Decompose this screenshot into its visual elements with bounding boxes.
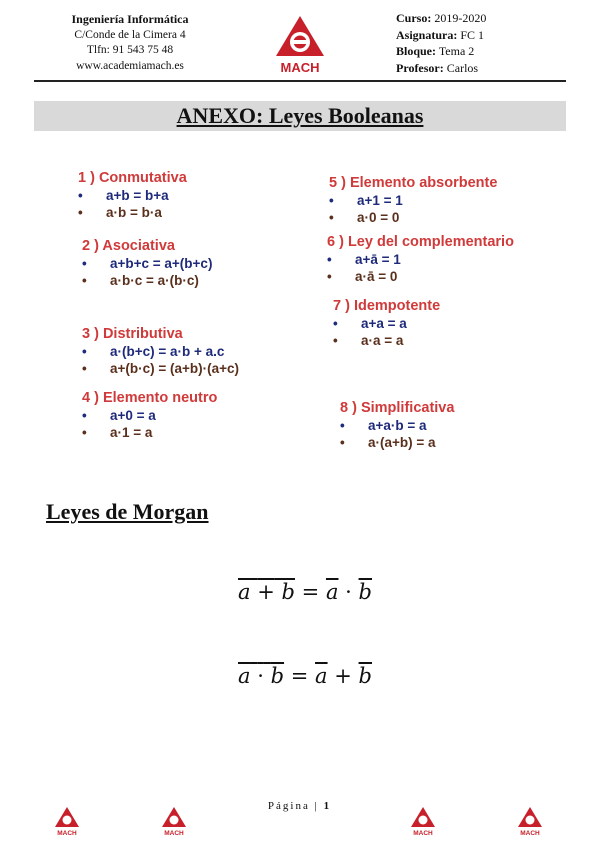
law-heading: 5 ) Elemento absorbente: [329, 175, 498, 191]
law-formula: a+ā = 1: [355, 252, 401, 267]
svg-text:MACH: MACH: [413, 830, 433, 836]
law-formula: a+a·b = a: [368, 418, 427, 433]
law-formula: a·b·c = a·(b·c): [110, 273, 199, 288]
law-formula: a·(b+c) = a·b + a.c: [110, 344, 225, 359]
footer-logo: [409, 806, 437, 836]
page-title: ANEXO: Leyes Booleanas: [176, 103, 424, 128]
footer-logo: [160, 806, 188, 836]
info-teacher: Profesor: Carlos: [396, 60, 479, 75]
footer-logo: [516, 806, 544, 836]
law-heading: 4 ) Elemento neutro: [82, 390, 218, 406]
phone: Tlfn: 91 543 75 48: [86, 44, 174, 56]
law-heading: 3 ) Distributiva: [82, 326, 183, 342]
svg-text:MACH: MACH: [164, 830, 184, 836]
law-heading: 6 ) Ley del complementario: [327, 234, 514, 250]
law-simplificativa: 8 ) Simplificativa • a+a·b = a • a·(a+b) = a: [340, 400, 455, 450]
law-formula: a+0 = a: [110, 408, 156, 423]
law-complementario: 6 ) Ley del complementario • a+ā = 1 • a·ā = 0: [327, 234, 514, 284]
law-formula: a+1 = 1: [357, 193, 403, 208]
law-formula: a·0 = 0: [357, 210, 400, 225]
morgan-heading: Leyes de Morgan: [46, 499, 209, 524]
law-idempotente: 7 ) Idempotente • a+a = a • a·a = a: [333, 298, 441, 348]
page-number: Página | 1: [267, 800, 332, 812]
law-heading: 7 ) Idempotente: [333, 298, 441, 314]
law-heading: 8 ) Simplificativa: [340, 400, 455, 416]
morgan-equation-1: $a + b = \overline{a} \cdot \overline{b}$: [238, 580, 372, 604]
header-contact: [40, 12, 220, 74]
footer-logo: [53, 806, 81, 836]
website-link[interactable]: www.academiamach.es: [76, 59, 184, 72]
institution-name: Ingeniería Informática: [71, 12, 189, 26]
law-formula: a·(a+b) = a: [368, 435, 436, 450]
info-block: Bloque: Tema 2: [396, 44, 475, 58]
law-formula: a+(b·c) = (a+b)·(a+c): [110, 361, 240, 376]
law-formula: a+b+c = a+(b+c): [110, 256, 213, 271]
logo-text: MACH: [280, 60, 320, 75]
address: C/Conde de la Cimera 4: [74, 28, 186, 41]
header-info: [396, 10, 486, 76]
law-elemento-neutro: 4 ) Elemento neutro • a+0 = a • a·1 = a: [82, 390, 218, 440]
law-heading: 2 ) Asociativa: [82, 238, 175, 254]
law-formula: a·1 = a: [110, 425, 153, 440]
law-heading: 1 ) Conmutativa: [78, 170, 187, 186]
info-subject: Asignatura: FC 1: [396, 27, 485, 42]
svg-text:MACH: MACH: [57, 830, 77, 836]
law-formula: a+b = b+a: [106, 188, 169, 203]
law-formula: a·a = a: [361, 333, 404, 348]
law-asociativa: 2 ) Asociativa • a+b+c = a+(b+c) • a·b·c = a·(b·c): [82, 238, 213, 288]
info-course: Curso: 2019-2020: [396, 11, 487, 25]
law-formula: a+a = a: [361, 316, 407, 331]
law-formula: a·b = b·a: [106, 205, 162, 220]
law-elemento-absorbente: 5 ) Elemento absorbente • a+1 = 1 • a·0 = 0: [329, 175, 498, 225]
mach-logo: [272, 14, 328, 76]
header-divider: [34, 80, 566, 82]
morgan-equation-2: $a \cdot b = \overline{a} + \overline{b}$: [238, 664, 372, 688]
law-formula: a·ā = 0: [355, 269, 398, 284]
svg-text:MACH: MACH: [520, 830, 540, 836]
law-conmutativa: 1 ) Conmutativa • a+b = b+a • a·b = b·a: [78, 170, 187, 220]
law-distributiva: 3 ) Distributiva • a·(b+c) = a·b + a.c • a+(b·c) = (a+b)·(a+c): [82, 326, 240, 376]
